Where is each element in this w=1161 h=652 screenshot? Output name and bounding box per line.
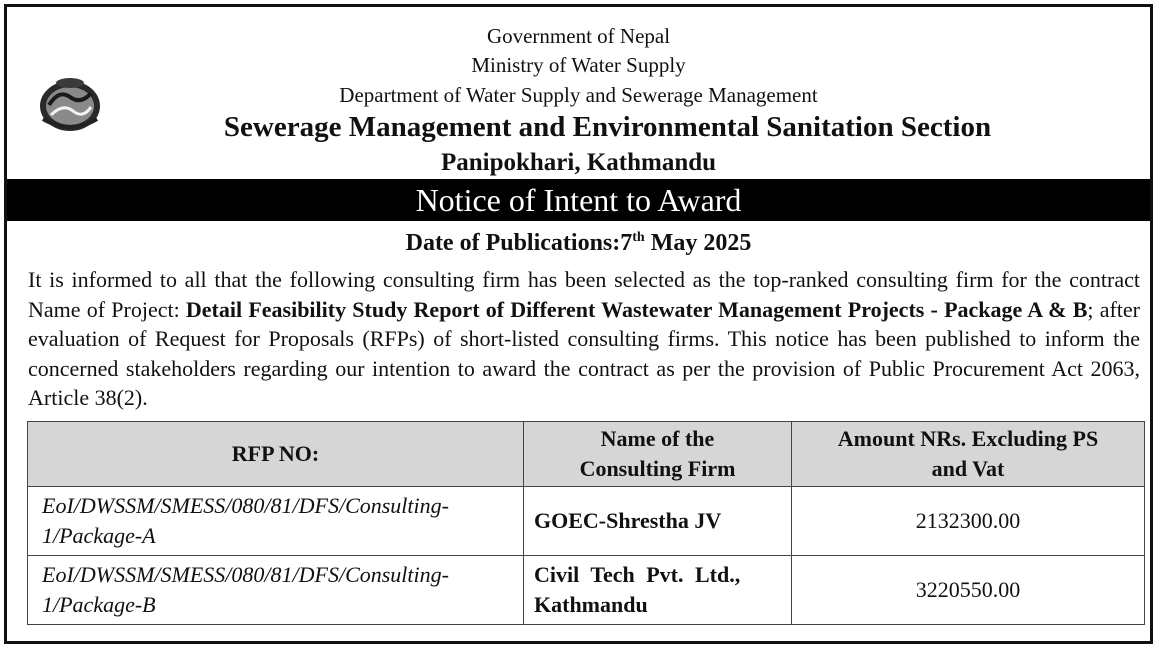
publication-date: [7, 230, 1150, 257]
publication-day-suffix: th: [632, 230, 645, 245]
amount-header-line1: Amount NRs. Excluding PS: [837, 426, 1099, 451]
rfp-cell: [28, 487, 524, 556]
rfp-line1: EoI/DWSSM/SMESS/080/81/DFS/Consulting-: [42, 493, 449, 518]
publication-date-label: Date of Publications:: [405, 230, 621, 256]
department-line: Department of Water Supply and Sewerage Management: [339, 83, 818, 107]
table-row: [28, 556, 1145, 625]
firm-cell: [524, 556, 792, 625]
table-row: [28, 487, 1145, 556]
notice-frame: [4, 4, 1153, 644]
amount-column-header: [792, 422, 1145, 487]
amount-cell: 3220550.00: [792, 556, 1145, 625]
notice-body-intro: It is informed to all that the following consulting firm has been selected as the top-ranked consulting firm for the contract Name of Project:: [28, 267, 1140, 322]
amount-header-line2: and Vat: [931, 456, 1005, 481]
firm-header-line1: Name of the: [600, 426, 715, 451]
rfp-line1: EoI/DWSSM/SMESS/080/81/DFS/Consulting-: [42, 562, 449, 587]
ministry-line: Ministry of Water Supply: [471, 53, 686, 77]
section-title: Sewerage Management and Environmental Sanitation Section: [223, 111, 992, 143]
notice-header: [7, 7, 1150, 177]
firm-header-line2: Consulting Firm: [579, 456, 736, 481]
notice-body: [28, 265, 1140, 413]
publication-day: 7: [620, 230, 633, 256]
rfp-line2: 1/Package-B: [42, 592, 156, 617]
firm-cell: [524, 487, 792, 556]
firm-line2: Kathmandu: [534, 592, 648, 617]
notice-title-banner: Notice of Intent to Award: [7, 179, 1150, 221]
firm-line1: GOEC-Shrestha JV: [534, 508, 722, 533]
rfp-column-header: RFP NO:: [28, 422, 524, 487]
project-name: Detail Feasibility Study Report of Different Wastewater Management Projects - Package A & B: [185, 296, 1088, 322]
rfp-line2: 1/Package-A: [42, 523, 156, 548]
office-location: Panipokhari, Kathmandu: [440, 149, 717, 176]
firm-column-header: [524, 422, 792, 487]
publication-month-year: May 2025: [644, 230, 752, 256]
government-line: Government of Nepal: [486, 24, 671, 48]
notice-body-rest: ; after evaluation of Request for Proposals (RFPs) of short-listed consulting firms. This notice has been published to inform the concerned stakeholders regarding our intention to award the contract as per the provision of Public Procurement Act 2063, Article 38(2).: [28, 296, 1140, 410]
firm-line1: Civil Tech Pvt. Ltd.,: [534, 562, 741, 587]
rfp-cell: [28, 556, 524, 625]
award-table: [27, 421, 1145, 625]
amount-cell: 2132300.00: [792, 487, 1145, 556]
table-header-row: [28, 422, 1145, 487]
